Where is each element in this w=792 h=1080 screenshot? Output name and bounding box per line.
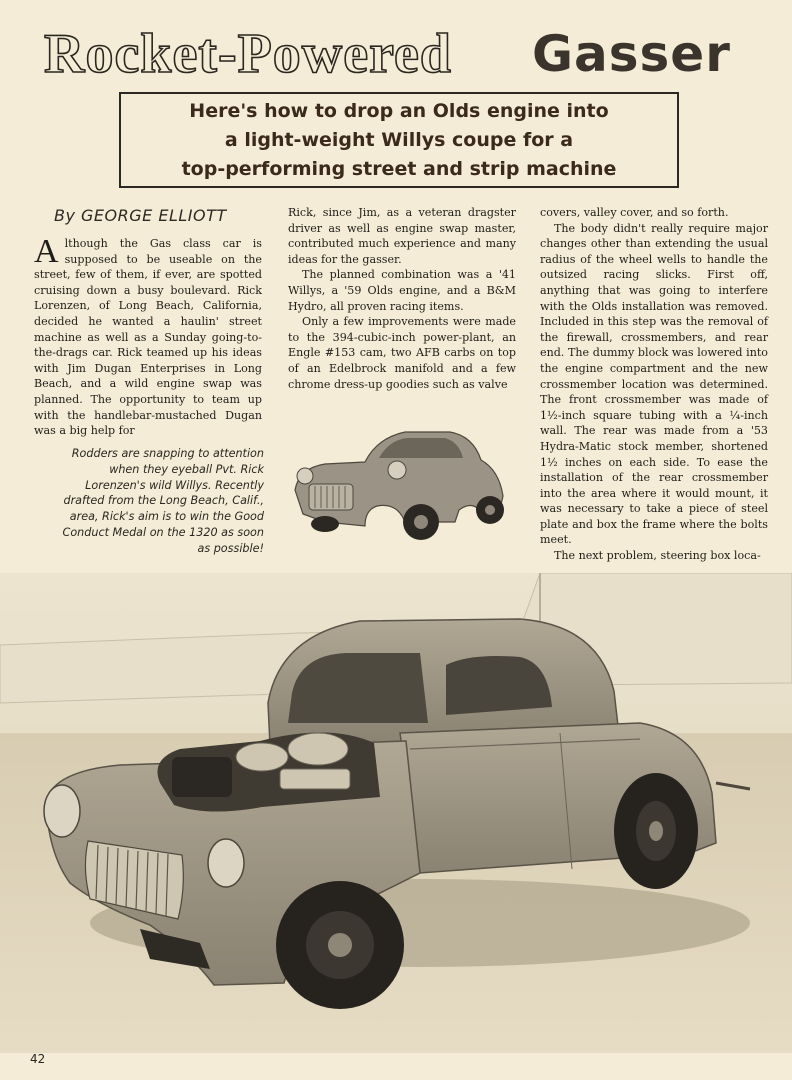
title-outline-word: Rocket-Powered	[44, 23, 452, 85]
deck-box	[119, 92, 679, 188]
column-1-paragraph	[34, 233, 262, 439]
deck-text: Here's how to drop an Olds engine into a light-weight Willys coupe for a top-performing street and strip machine	[181, 99, 617, 180]
column-3-paragraph: The next problem, steering box loca-	[554, 549, 761, 563]
article-column-2	[288, 205, 516, 392]
page-number: 42	[30, 1052, 46, 1066]
column-3-paragraph: The body didn't really require major changes other than extending the usual radius of the wheel wells to handle the outsized racing slicks. First off, anything that was going to interfere with the Olds installation was removed. Included in this step was the removal of the firewall, crossmembers, and rear end. The dummy block was lowered into the engine compartment and the new crossmember location was determined. The front crossmember was made of 1½-inch square tubing with a ¼-inch wall. The rear was made from a '53 Hydra-Matic stock member, shortened 1½ inches on each side. To ease the installation of the rear crossmember into the area where it would mount, it was necessary to take a piece of steel plate and box the frame where the bolts meet.	[540, 221, 768, 547]
article-column-3	[540, 205, 768, 564]
photo-caption: Rodders are snapping to attention when they eyeball Pvt. Rick Lorenzen's wild Willys. Recently drafted from the Long Beach, Calif., area, Rick's aim is to win the Good Conduct Medal on the 1320 as soon as possible!	[62, 447, 264, 555]
column-2-paragraph: The planned combination was a '41 Willys, a '59 Olds engine, and a B&M Hydro, all proven racing items.	[288, 268, 516, 313]
byline: By GEORGE ELLIOTT	[54, 206, 227, 225]
column-2-paragraph: Rick, since Jim, as a veteran dragster driver as well as engine swap master, contributed much experience and many ideas for the gasser.	[288, 206, 516, 266]
article-column-1	[34, 233, 262, 439]
column-2-paragraph: Only a few improvements were made to the 394-cubic-inch power-plant, an Engle #153 cam, two AFB carbs on top of an Edelbrock manifold and a few chrome dress-up goodies such as valve	[288, 315, 516, 391]
drop-cap: A	[34, 233, 59, 270]
main-car-photo	[0, 573, 792, 1053]
title-solid-word: Gasser	[532, 25, 731, 83]
column-1-text: lthough the Gas class car is supposed to be useable on the street, few of them, if ever, are spotted cruising down a busy boulevard. Rick Lorenzen, of Long Beach, California, decided he wanted a haulin' street machine as well as a Sunday going-to-the-drags car. Rick teamed up his ideas with Jim Dugan Enterprises in Long Beach, and a wild engine swap was planned. The opportunity to team up with the handlebar-mustached Dugan was a big help for	[34, 237, 262, 438]
small-car-photo	[285, 418, 515, 548]
column-3-paragraph: covers, valley cover, and so forth.	[540, 206, 729, 219]
